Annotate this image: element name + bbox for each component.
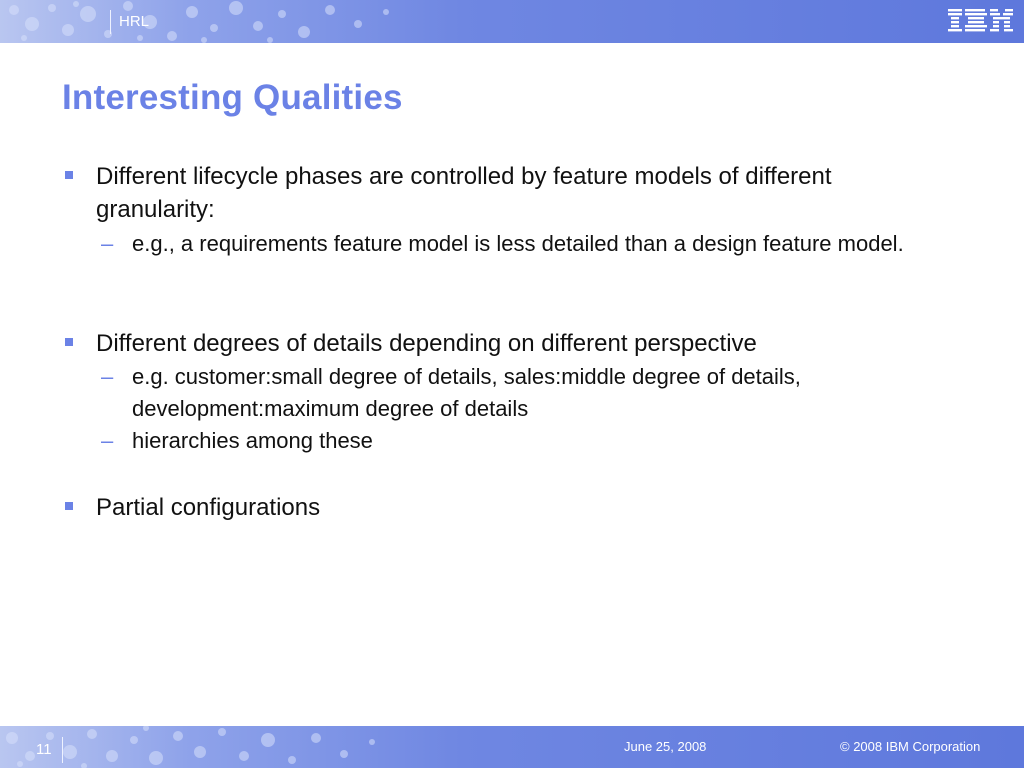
header-label: HRL xyxy=(110,10,149,34)
bullet-lifecycle xyxy=(96,160,896,226)
sub-bullet-hierarchies xyxy=(101,425,922,457)
sub-bullet-text: hierarchies among these xyxy=(132,428,373,453)
square-bullet-icon xyxy=(65,338,73,346)
dot-pattern xyxy=(0,726,420,768)
dash-bullet-icon: – xyxy=(101,231,114,256)
page-number: 11 xyxy=(36,737,63,763)
square-bullet-icon xyxy=(65,502,73,510)
square-bullet-icon xyxy=(65,171,73,179)
slide-title: Interesting Qualities xyxy=(62,78,403,117)
sub-bullet-requirements xyxy=(101,228,922,260)
sub-bullet-customer xyxy=(101,361,872,425)
dash-bullet-icon: – xyxy=(101,364,114,389)
bullet-degrees xyxy=(96,327,896,360)
footer-copyright: © 2008 IBM Corporation xyxy=(840,739,981,754)
header-band xyxy=(0,0,1024,43)
footer-date: June 25, 2008 xyxy=(624,739,707,754)
ibm-logo-icon xyxy=(946,4,1016,38)
dot-pattern xyxy=(0,0,420,43)
bullet-text: Different lifecycle phases are controlled by feature models of different granularity: xyxy=(96,163,832,223)
bullet-text: Partial configurations xyxy=(96,494,321,521)
bullet-text: Different degrees of details depending on different perspective xyxy=(96,330,757,357)
sub-bullet-text: e.g., a requirements feature model is less detailed than a design feature model. xyxy=(132,231,904,256)
bullet-partial xyxy=(96,491,896,524)
sub-bullet-text: e.g. customer:small degree of details, sales:middle degree of details, development:maximum degree of details xyxy=(132,364,801,421)
dash-bullet-icon: – xyxy=(101,428,114,453)
